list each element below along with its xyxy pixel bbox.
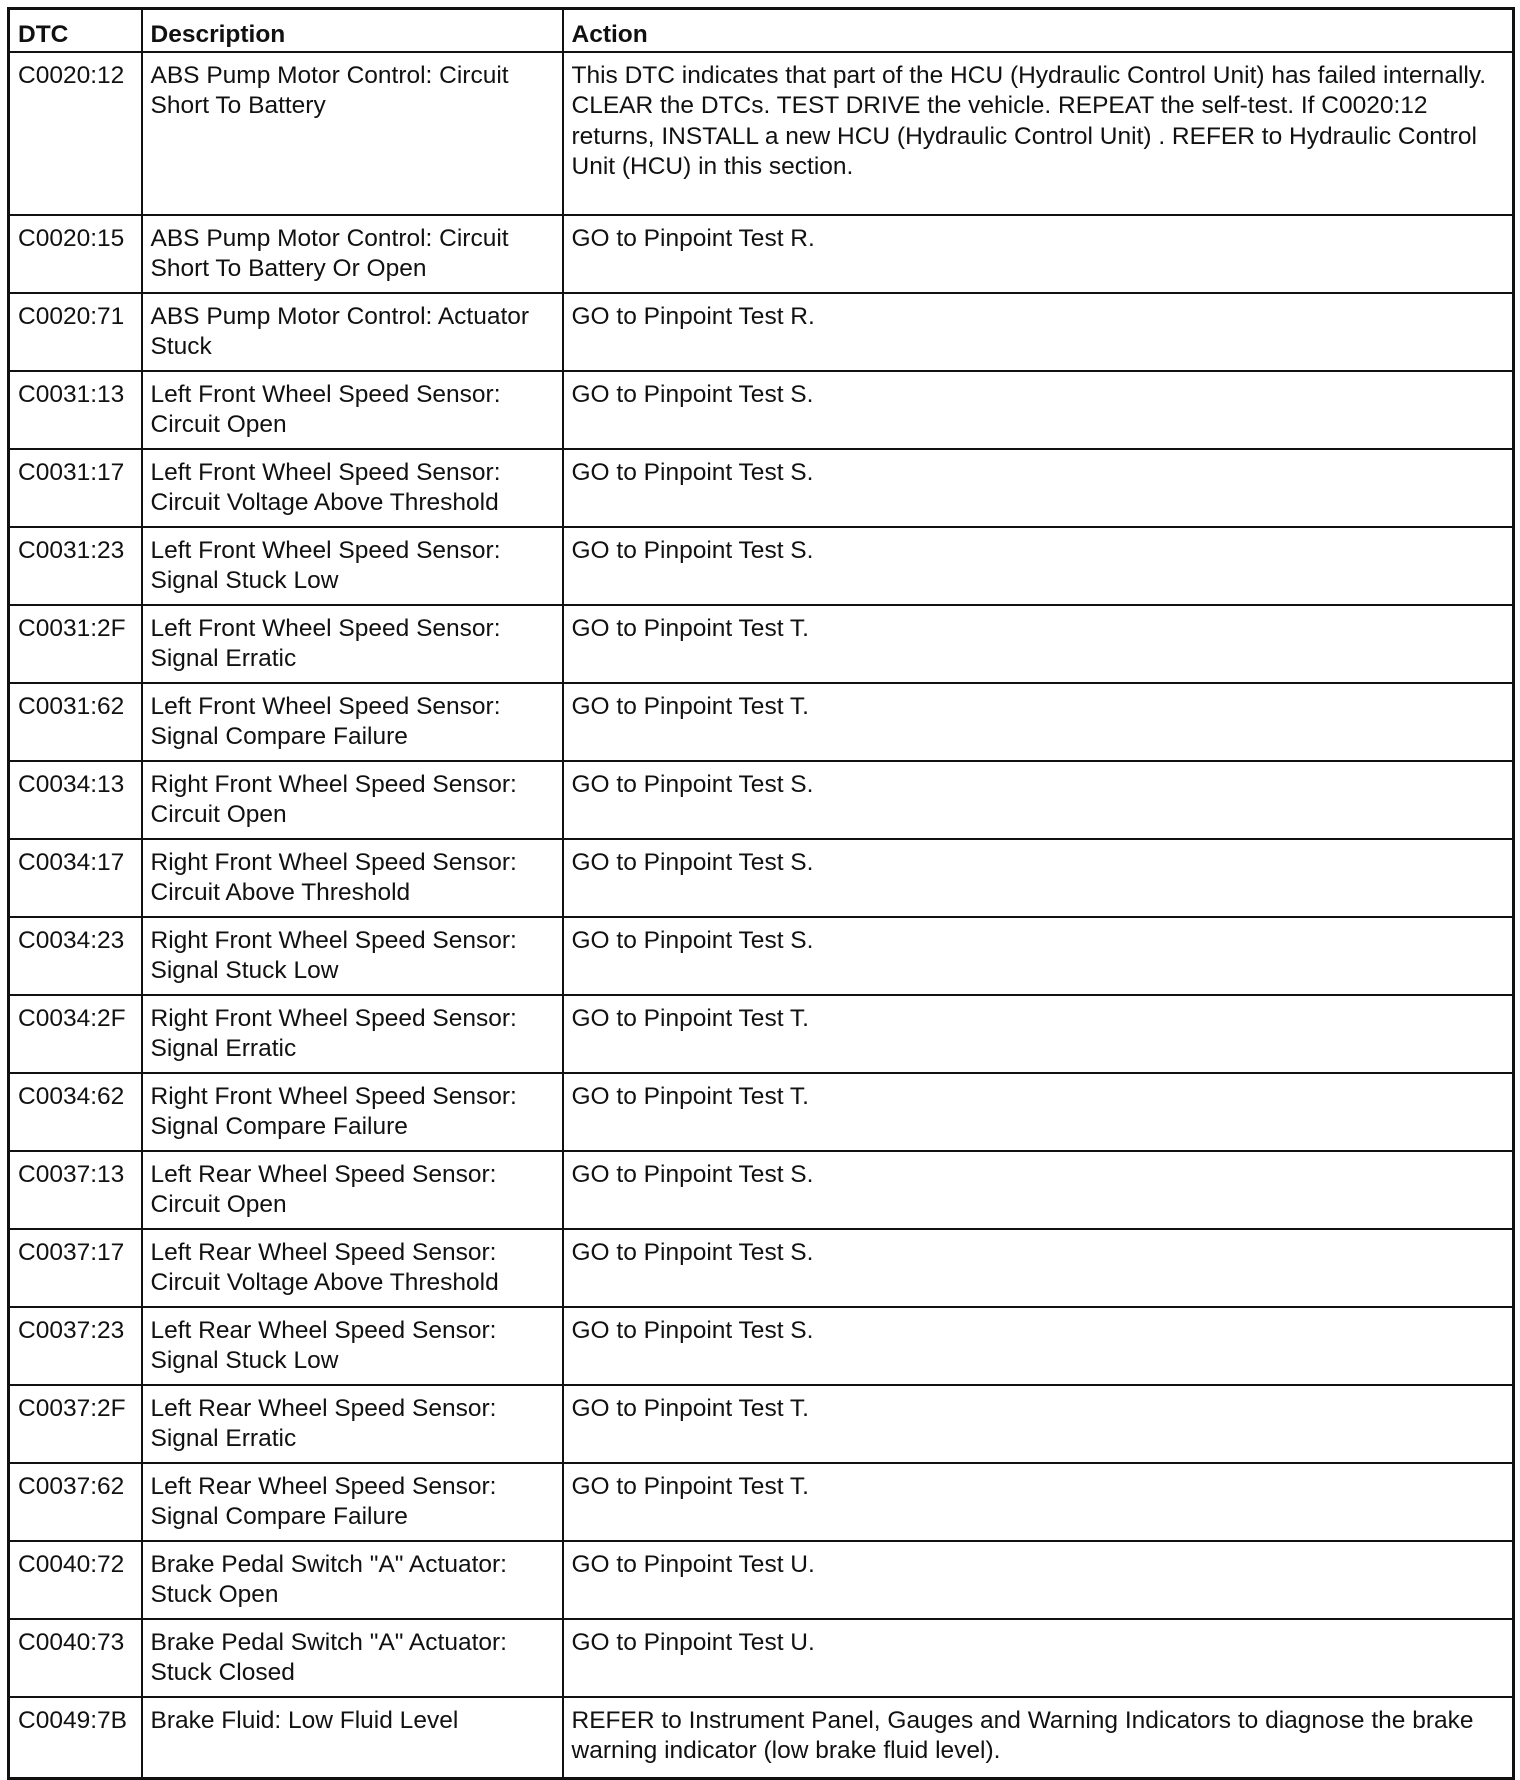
dtc-code: C0034:13 <box>9 761 142 839</box>
table-row <box>9 1229 1514 1307</box>
dtc-code: C0020:71 <box>9 293 142 371</box>
dtc-action: GO to Pinpoint Test U. <box>563 1541 1514 1619</box>
dtc-action: GO to Pinpoint Test S. <box>563 1151 1514 1229</box>
table-row <box>9 1073 1514 1151</box>
dtc-action: GO to Pinpoint Test T. <box>563 683 1514 761</box>
dtc-description: ABS Pump Motor Control: Circuit Short To Battery <box>142 52 563 215</box>
dtc-description: Left Rear Wheel Speed Sensor: Circuit Voltage Above Threshold <box>142 1229 563 1307</box>
table-row <box>9 527 1514 605</box>
dtc-code: C0031:2F <box>9 605 142 683</box>
dtc-description: ABS Pump Motor Control: Actuator Stuck <box>142 293 563 371</box>
dtc-code: C0020:12 <box>9 52 142 215</box>
dtc-table <box>7 7 1515 1780</box>
table-row <box>9 449 1514 527</box>
dtc-description: Right Front Wheel Speed Sensor: Signal Stuck Low <box>142 917 563 995</box>
dtc-code: C0049:7B <box>9 1697 142 1779</box>
dtc-action: GO to Pinpoint Test T. <box>563 605 1514 683</box>
dtc-action: GO to Pinpoint Test S. <box>563 449 1514 527</box>
dtc-action: GO to Pinpoint Test S. <box>563 1307 1514 1385</box>
table-row <box>9 1307 1514 1385</box>
dtc-code: C0020:15 <box>9 215 142 293</box>
dtc-code: C0040:73 <box>9 1619 142 1697</box>
table-row <box>9 1541 1514 1619</box>
dtc-description: Left Front Wheel Speed Sensor: Signal Compare Failure <box>142 683 563 761</box>
dtc-action: GO to Pinpoint Test U. <box>563 1619 1514 1697</box>
dtc-code: C0031:62 <box>9 683 142 761</box>
dtc-action: GO to Pinpoint Test T. <box>563 995 1514 1073</box>
dtc-description: Brake Fluid: Low Fluid Level <box>142 1697 563 1779</box>
header-action: Action <box>563 9 1514 52</box>
dtc-description: Left Front Wheel Speed Sensor: Signal Stuck Low <box>142 527 563 605</box>
dtc-action: REFER to Instrument Panel, Gauges and Warning Indicators to diagnose the brake warning indicator (low brake fluid level). <box>563 1697 1514 1779</box>
dtc-action: GO to Pinpoint Test T. <box>563 1385 1514 1463</box>
dtc-action: This DTC indicates that part of the HCU (Hydraulic Control Unit) has failed internally. CLEAR the DTCs. TEST DRIVE the vehicle. REPEAT the self-test. If C0020:12 returns, INSTALL a new HCU (Hydraulic Control Unit) . REFER to Hydraulic Control Unit (HCU) in this section. <box>563 52 1514 215</box>
dtc-action: GO to Pinpoint Test T. <box>563 1463 1514 1541</box>
dtc-code: C0034:62 <box>9 1073 142 1151</box>
dtc-action: GO to Pinpoint Test S. <box>563 839 1514 917</box>
table-row <box>9 839 1514 917</box>
table-row <box>9 605 1514 683</box>
table-row <box>9 215 1514 293</box>
dtc-action: GO to Pinpoint Test S. <box>563 527 1514 605</box>
table-row <box>9 683 1514 761</box>
dtc-description: Brake Pedal Switch "A" Actuator: Stuck Closed <box>142 1619 563 1697</box>
dtc-description: Left Front Wheel Speed Sensor: Circuit Open <box>142 371 563 449</box>
table-row <box>9 761 1514 839</box>
table-row <box>9 52 1514 215</box>
dtc-code: C0034:17 <box>9 839 142 917</box>
dtc-action: GO to Pinpoint Test T. <box>563 1073 1514 1151</box>
dtc-code: C0037:13 <box>9 1151 142 1229</box>
dtc-description: ABS Pump Motor Control: Circuit Short To Battery Or Open <box>142 215 563 293</box>
dtc-action: GO to Pinpoint Test S. <box>563 1229 1514 1307</box>
table-row <box>9 917 1514 995</box>
table-row <box>9 1385 1514 1463</box>
dtc-action: GO to Pinpoint Test S. <box>563 917 1514 995</box>
dtc-action: GO to Pinpoint Test R. <box>563 293 1514 371</box>
table-row <box>9 1151 1514 1229</box>
dtc-code: C0037:17 <box>9 1229 142 1307</box>
table-row <box>9 371 1514 449</box>
table-row <box>9 1697 1514 1779</box>
dtc-description: Right Front Wheel Speed Sensor: Circuit Above Threshold <box>142 839 563 917</box>
dtc-description: Right Front Wheel Speed Sensor: Signal Erratic <box>142 995 563 1073</box>
dtc-description: Left Front Wheel Speed Sensor: Circuit Voltage Above Threshold <box>142 449 563 527</box>
dtc-code: C0031:13 <box>9 371 142 449</box>
dtc-description: Left Rear Wheel Speed Sensor: Signal Stuck Low <box>142 1307 563 1385</box>
dtc-description: Left Rear Wheel Speed Sensor: Signal Erratic <box>142 1385 563 1463</box>
dtc-code: C0037:62 <box>9 1463 142 1541</box>
table-row <box>9 995 1514 1073</box>
dtc-action: GO to Pinpoint Test S. <box>563 761 1514 839</box>
table-row <box>9 1463 1514 1541</box>
dtc-description: Right Front Wheel Speed Sensor: Circuit Open <box>142 761 563 839</box>
dtc-description: Left Front Wheel Speed Sensor: Signal Erratic <box>142 605 563 683</box>
dtc-code: C0037:23 <box>9 1307 142 1385</box>
dtc-description: Right Front Wheel Speed Sensor: Signal Compare Failure <box>142 1073 563 1151</box>
dtc-description: Left Rear Wheel Speed Sensor: Signal Compare Failure <box>142 1463 563 1541</box>
table-row <box>9 1619 1514 1697</box>
dtc-code: C0040:72 <box>9 1541 142 1619</box>
dtc-code: C0031:17 <box>9 449 142 527</box>
table-row <box>9 293 1514 371</box>
dtc-code: C0037:2F <box>9 1385 142 1463</box>
header-description: Description <box>142 9 563 52</box>
dtc-code: C0034:23 <box>9 917 142 995</box>
dtc-description: Left Rear Wheel Speed Sensor: Circuit Open <box>142 1151 563 1229</box>
dtc-code: C0034:2F <box>9 995 142 1073</box>
dtc-description: Brake Pedal Switch "A" Actuator: Stuck Open <box>142 1541 563 1619</box>
dtc-code: C0031:23 <box>9 527 142 605</box>
header-dtc: DTC <box>9 9 142 52</box>
header-row <box>9 9 1514 52</box>
dtc-action: GO to Pinpoint Test R. <box>563 215 1514 293</box>
dtc-action: GO to Pinpoint Test S. <box>563 371 1514 449</box>
